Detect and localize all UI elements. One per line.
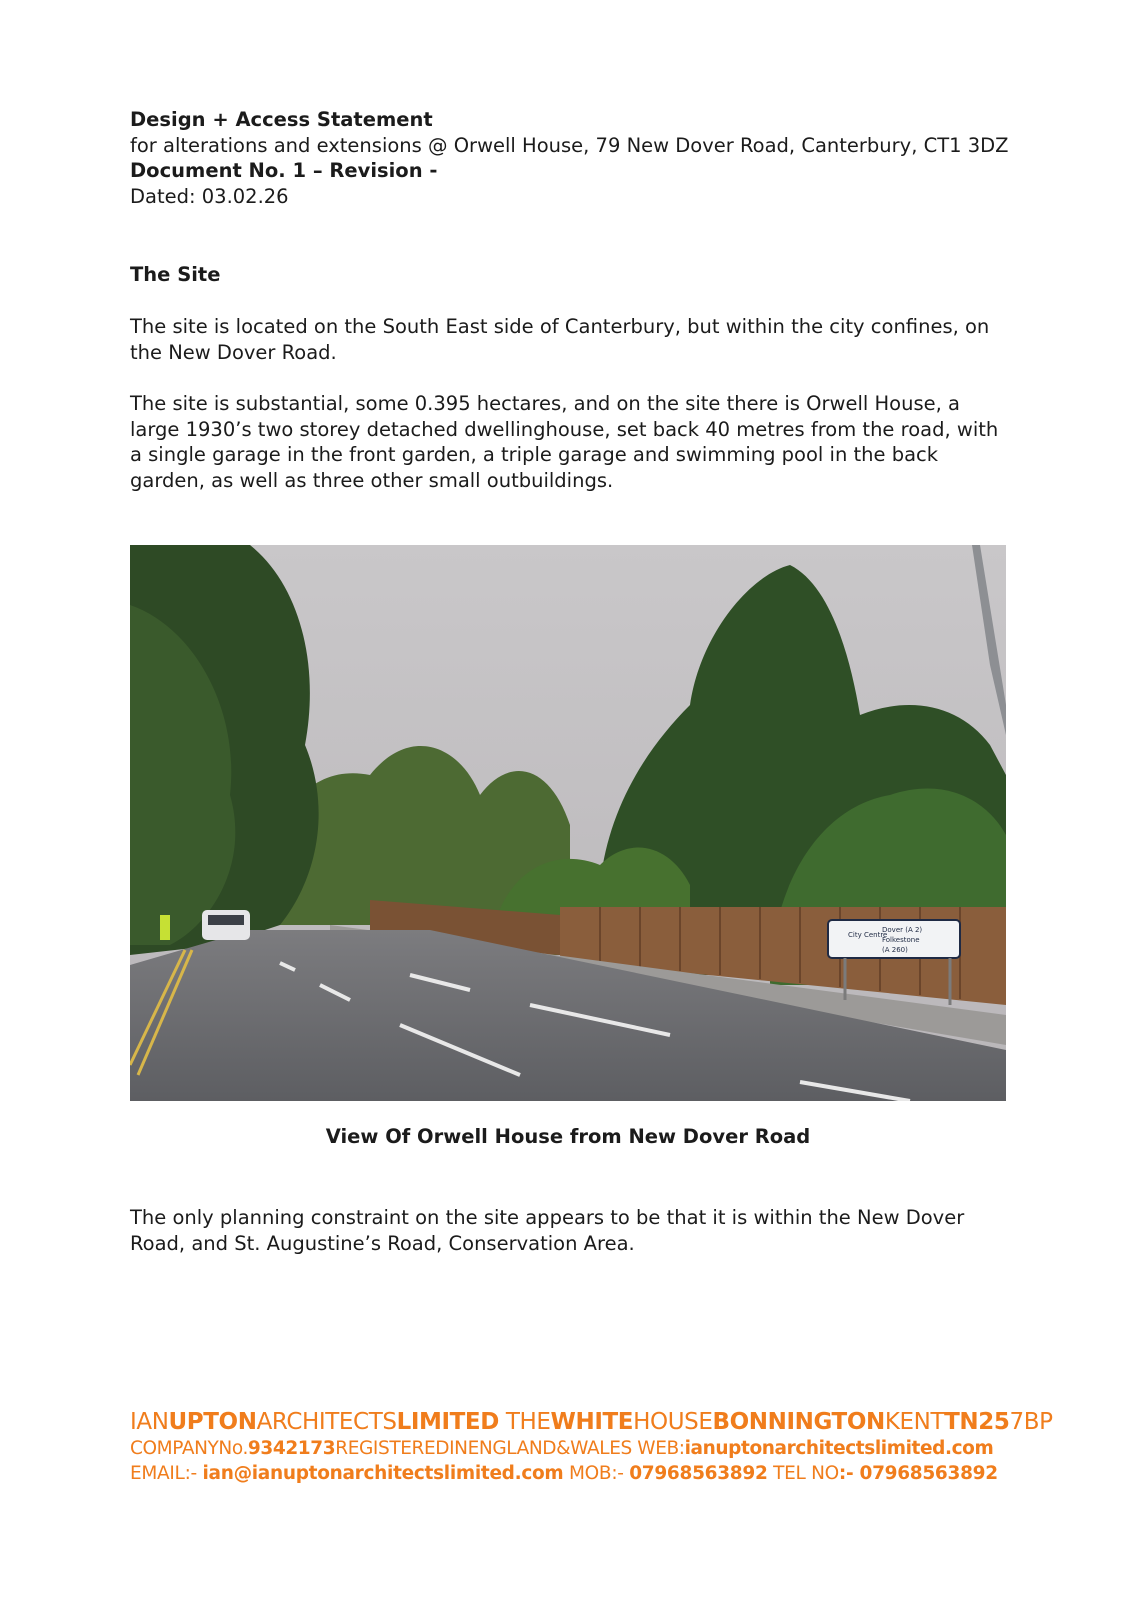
footer-line1-segment: TN25 xyxy=(944,1409,1010,1435)
site-paragraph-2: The site is substantial, some 0.395 hectares, and on the site there is Orwell House, a large 1930’s two storey detached dwellinghouse, set back 40 metres from the road, with a single garage in the front garden, a triple garage and swimming pool in the back garden, as well as three other small outbuildings. xyxy=(130,392,999,492)
document-subtitle: for alterations and extensions @ Orwell House, 79 New Dover Road, Canterbury, CT1 3DZ xyxy=(130,133,1009,157)
footer-line3-segment: TEL NO xyxy=(767,1463,839,1484)
footer-line2-segment: 9342173 xyxy=(247,1438,336,1459)
section-heading-the-site: The Site xyxy=(130,263,221,286)
site-paragraph-1: The site is located on the South East side of Canterbury, but within the city confines, on the New Dover Road. xyxy=(130,315,990,364)
footer-line1-segment: THE xyxy=(498,1409,551,1435)
sign-right-line-1: Dover (A 2) xyxy=(882,926,923,934)
footer-line1-segment: KENT xyxy=(884,1409,945,1435)
photo-caption: View Of Orwell House from New Dover Road xyxy=(325,1125,811,1148)
document-number: Document No. 1 – Revision - xyxy=(130,159,438,182)
footer-line2-segment: REGISTEREDINENGLAND&WALES WEB: xyxy=(335,1438,685,1459)
worker xyxy=(160,915,170,940)
sign-right-line-3: (A 260) xyxy=(882,946,908,954)
footer-line1-segment: UPTON xyxy=(168,1409,257,1435)
sign-right-line-2: Folkestone xyxy=(882,936,920,944)
document-header xyxy=(130,107,1010,209)
footer-line1-segment: WHITE xyxy=(550,1409,634,1435)
footer-line1-segment: IAN xyxy=(130,1409,169,1435)
street-view-photo xyxy=(130,545,1006,1101)
footer-line-3 xyxy=(130,1461,1030,1486)
footer-line1-segment: LIMITED xyxy=(396,1409,499,1435)
document-title: Design + Access Statement xyxy=(130,108,433,131)
footer-line3-segment: 07968563892 xyxy=(629,1463,768,1484)
constraint-paragraph: The only planning constraint on the site appears to be that it is within the New Dover Road, and St. Augustine’s Road, Conservation Area. xyxy=(130,1206,965,1255)
company-footer xyxy=(130,1408,1053,1486)
footer-line2-segment: COMPANYNo. xyxy=(130,1438,248,1459)
footer-line1-segment: HOUSE xyxy=(633,1409,713,1435)
document-date: Dated: 03.02.26 xyxy=(130,184,289,208)
footer-line1-segment: ARCHITECTS xyxy=(256,1409,397,1435)
footer-line1-segment: 7BP xyxy=(1009,1409,1053,1435)
footer-line1-segment: BONNINGTON xyxy=(712,1409,885,1435)
footer-line3-segment: EMAIL:- xyxy=(130,1463,203,1484)
footer-line3-segment: ian@ianuptonarchitectslimited.com xyxy=(202,1463,564,1484)
footer-line-1 xyxy=(130,1408,1053,1436)
footer-line3-segment: MOB:- xyxy=(563,1463,630,1484)
sign-left-label: City Centre xyxy=(848,931,888,939)
footer-line-2 xyxy=(130,1436,1030,1461)
footer-line3-segment: :- 07968563892 xyxy=(838,1463,998,1484)
footer-line2-segment: ianuptonarchitectslimited.com xyxy=(684,1438,994,1459)
